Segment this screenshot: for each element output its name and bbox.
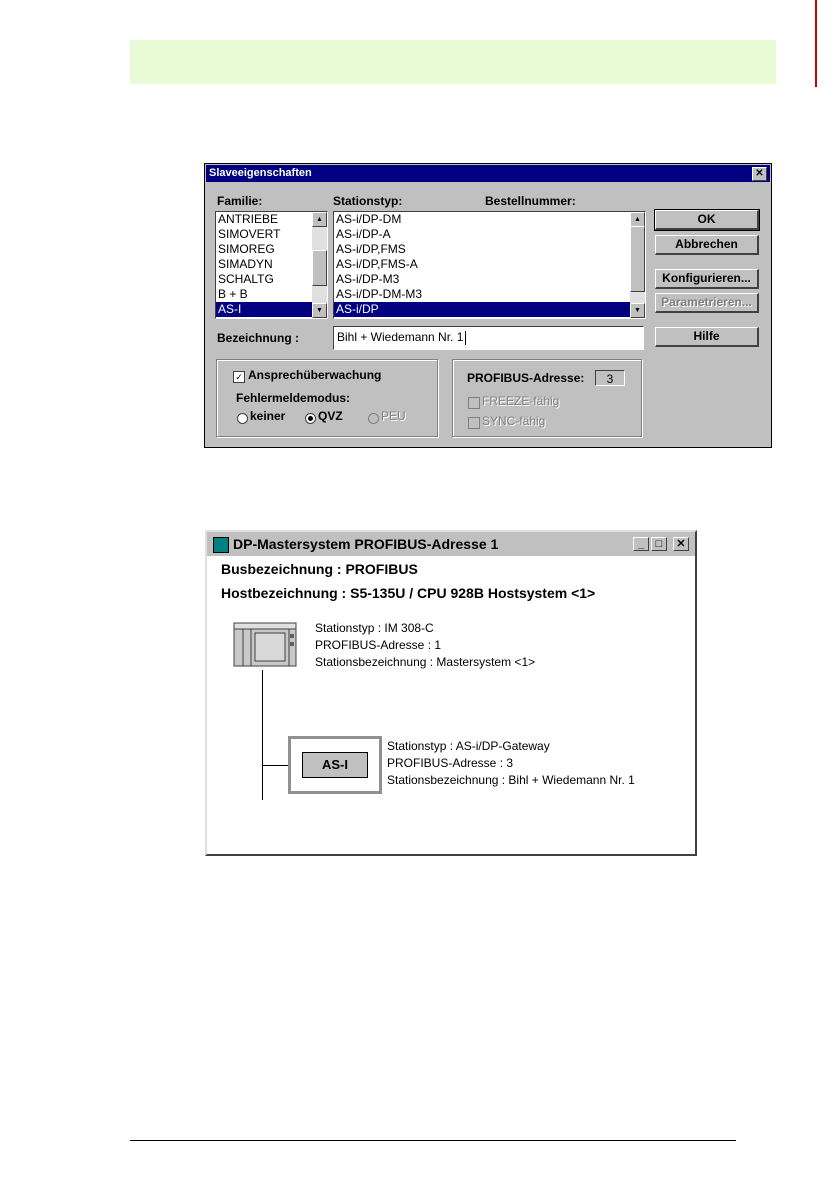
radio-keiner-label: keiner [250,409,286,423]
abbrechen-button[interactable]: Abbrechen [655,235,759,255]
close-icon[interactable]: ✕ [673,537,689,551]
scroll-thumb[interactable] [630,226,645,292]
hilfe-button[interactable]: Hilfe [655,327,759,347]
text-cursor [465,331,466,345]
ansprech-checkbox[interactable]: ✓ [233,371,245,383]
master-bezeichnung: Stationsbezeichnung : Mastersystem <1> [315,655,536,669]
dialog-titlebar [206,165,770,182]
slave-adresse: PROFIBUS-Adresse : 3 [387,756,514,770]
stationstyp-label: Stationstyp: [333,194,403,208]
monitoring-group [216,359,438,437]
familie-listbox[interactable] [215,211,328,319]
master-rack-icon [233,622,299,668]
parametrieren-button[interactable]: Parametrieren... [655,293,759,313]
list-item[interactable]: AS-i/DP [334,302,645,317]
slave-stationstyp: Stationstyp : AS-i/DP-Gateway [387,739,550,753]
list-item[interactable]: AS-I [216,302,327,317]
konfigurieren-button[interactable]: Konfigurieren... [655,269,759,289]
sync-label: SYNC-fähig [482,414,546,428]
profibus-group [452,359,642,437]
dp-mastersystem-window [205,530,697,856]
list-item[interactable]: SCHALTG [218,272,274,286]
familie-label: Familie: [217,194,263,208]
slave-box-label: AS-I [302,752,368,778]
bestellnummer-label: Bestellnummer: [485,194,576,208]
list-item[interactable]: AS-i/DP,FMS-A [336,257,418,271]
bus-line [262,670,263,800]
close-icon[interactable]: ✕ [752,167,767,181]
freeze-checkbox[interactable] [468,397,480,409]
profibus-value: 3 [595,370,625,386]
maximize-icon[interactable]: □ [651,537,667,551]
bezeichnung-label: Bezeichnung : [217,331,300,345]
bus-branch-line [262,765,288,766]
stationstyp-listbox[interactable] [333,211,646,319]
window-titlebar [207,532,695,556]
footer-rule [130,1140,736,1141]
page-edge-marker [815,0,817,87]
header-band [130,40,776,84]
ansprech-label: Ansprechüberwachung [248,368,382,382]
ok-button[interactable]: OK [655,210,759,230]
list-item[interactable]: SIMADYN [218,257,273,271]
familie-items [216,212,327,317]
list-item[interactable]: SIMOVERT [218,227,281,241]
scroll-down-icon[interactable]: ▼ [312,303,327,318]
list-item[interactable]: AS-i/DP-DM-M3 [336,287,422,301]
dialog-title: Slaveeigenschaften [209,167,312,179]
list-item[interactable]: AS-i/DP-M3 [336,272,400,286]
list-item[interactable]: SIMOREG [218,242,275,256]
freeze-label: FREEZE-fähig [482,394,560,408]
list-item[interactable]: AS-i/DP,FMS [336,242,406,256]
stationstyp-scrollbar[interactable] [630,212,645,318]
list-item[interactable]: AS-i/DP-A [336,227,391,241]
familie-scrollbar[interactable] [312,212,327,318]
busbezeichnung: Busbezeichnung : PROFIBUS [221,561,418,577]
app-icon [213,537,229,553]
master-adresse: PROFIBUS-Adresse : 1 [315,638,442,652]
scroll-thumb[interactable] [312,250,327,286]
fehlermeldemodus-label: Fehlermeldemodus: [236,391,351,405]
radio-qvz[interactable] [305,413,316,424]
bezeichnung-value: Bihl + Wiedemann Nr. 1 [337,330,464,344]
bezeichnung-input[interactable] [333,326,644,350]
list-item[interactable]: ANTRIEBE [218,212,279,226]
window-title: DP-Mastersystem PROFIBUS-Adresse 1 [233,536,499,552]
slave-station-frame[interactable] [288,736,382,794]
slave-bezeichnung: Stationsbezeichnung : Bihl + Wiedemann Nr. 1 [387,773,635,787]
scroll-down-icon[interactable]: ▼ [630,303,645,318]
master-stationstyp: Stationstyp : IM 308-C [315,621,434,635]
list-item[interactable]: B + B [218,287,248,301]
radio-qvz-label: QVZ [318,409,343,423]
sync-checkbox[interactable] [468,417,480,429]
profibus-label: PROFIBUS-Adresse: [467,371,585,385]
radio-peu[interactable] [368,413,379,424]
radio-peu-label: PEU [381,409,406,423]
slave-properties-dialog [204,163,772,448]
minimize-icon[interactable]: _ [633,537,649,551]
hostbezeichnung: Hostbezeichnung : S5-135U / CPU 928B Hostsystem <1> [221,585,596,601]
radio-keiner[interactable] [237,413,248,424]
scroll-up-icon[interactable]: ▲ [312,212,327,227]
stationstyp-items [334,212,645,317]
list-item[interactable]: AS-i/DP-DM [336,212,402,226]
scroll-up-icon[interactable]: ▲ [630,212,645,227]
